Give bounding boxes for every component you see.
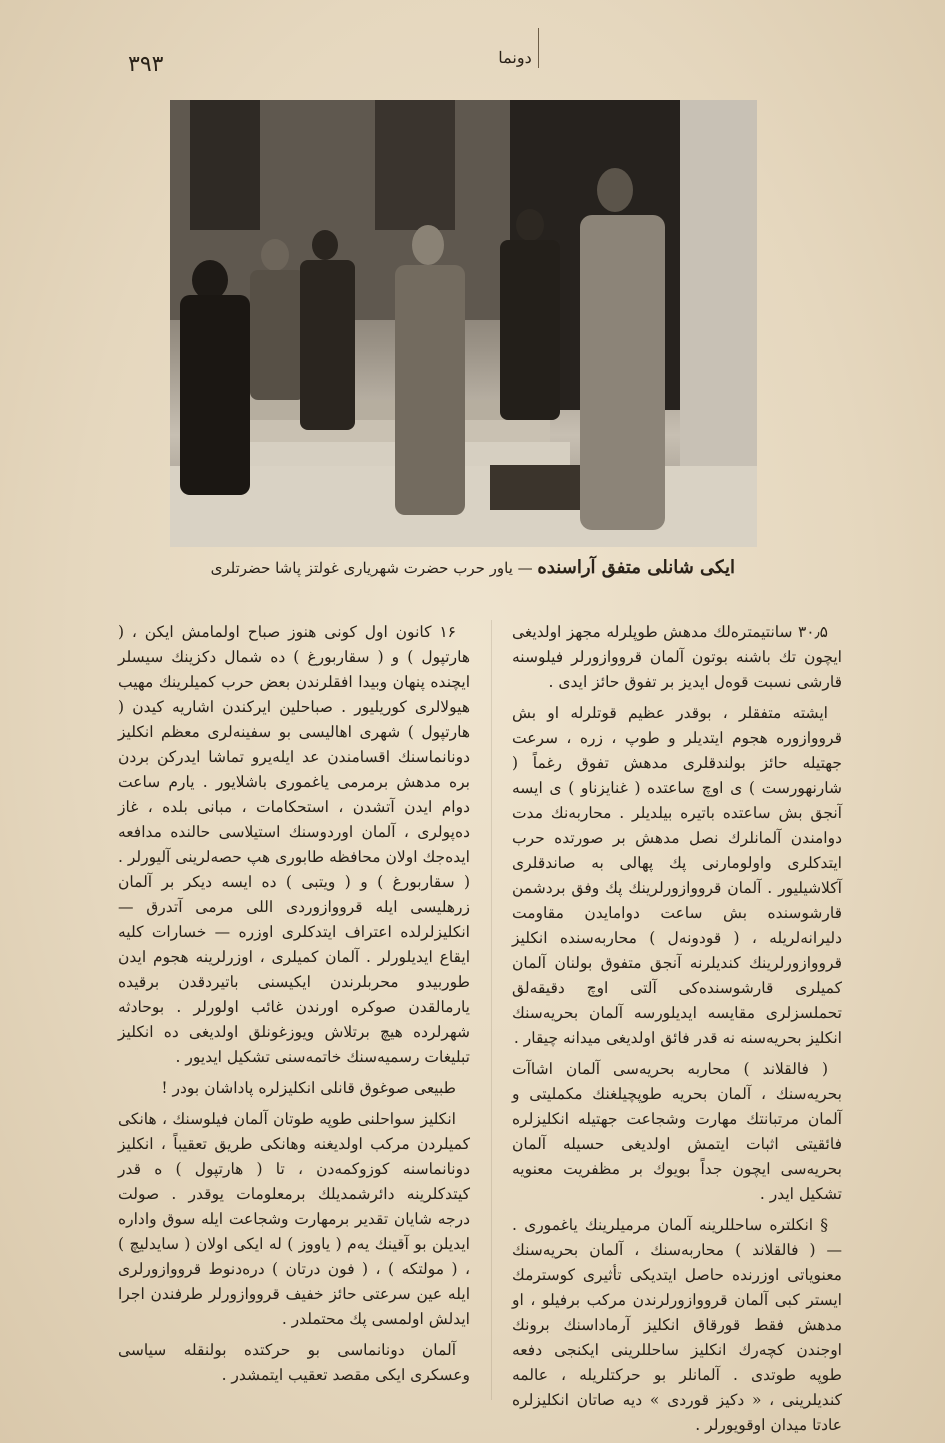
paragraph: ایشتە متفقلر ، بوقدر عظیم قوتلرلە او بش قرووازورە هجوم ایتدیلر و طوپ ، زرە ، سرعت جهتیلە حائز بولندقلری مدهش تفوق رغماً ( شارنهورست ) ی اوچ ساعتدە ( غنایزناو ) ی ایسە آنجق بش ساعتدە باتیرە بیلدیلر . محاربەنك مدت دوامندن آلمانلرك نصل مدهش بر صورتدە حرب ایتدکلری واولومارنی پك پهالی بە صاندقلری آکلاشیلیور . آلمان قرووازورلرینك پك وفق بردشمن قارشوسندە بش ساعت دوامایدن مقاومت دلیرانەلریلە ، ( قودونەل ) محاربەسندە انکلیز قرووازورلرینك کندیلرنە آنجق متفوق بولنان آلمان کمیلری قارشوسندەکی آلتی اوچ دقیقەلق تحملسزلری مقایسە ایدیلورسە آلمان بحریەسنك انکلیز بحریەسنە نە قدر فائق اولدیغی میدانە چیقار . [512,704,842,1047]
caption-main: ایکی شانلی متفق آراسنده [537,557,735,578]
paragraph: طبیعی صوغوق قانلی انکلیزلرە پاداشان بودر ! [161,1079,456,1097]
photograph-icon [170,100,757,547]
paragraph: ( فالقلاند ) محاربە بحریەسی آلمان اشاآت بحریەسنك ، آلمان بحریە طوپچیلغنك مکملیتی و آلمان مرتبانتك مهارت وشجاعت جهتیلە انکلیزلرە فائقیتی اثبات ایتمش اولدیغی حسیلە آلمان بحریەسی ایچون جداً بویوك بر مظفریت معنویە تشکیل ایدر . [512,1060,842,1203]
right-column [512,620,842,1434]
paragraph: آلمان دونانماسی بو حرکتدە بولنقلە سیاسی وعسکری ایکی مقصد تعقیب ایتمشدر . [118,1341,470,1384]
paragraph: انکلیز سواحلنی طوپە طوتان آلمان فیلوسنك ، هانکی کمیلردن مرکب اولدیغنە وهانکی طریق تعقیباً ، انکلیز دونانماسنە کوزوکمەدن ، تا ( هارتپول ) ە قدر کیتدکلرینە دائرشمدیلك برمعلومات یوقدر . صولت درجە شایان تقدیر برمهارت وشجاعت ایلە سوق واداره ایدیلن بو آقینك یەم ( یاووز ) لە ایکی اولان ( سایدلیچ ) ، ( مولتکە ) ، ( فون درتان ) درەدنوط قرووازورلری ایلە عین سرعتی حائز خفیف قرووازورلر طرفندن اجرا ایدلش اولمسی پك محتملدر . [118,1110,470,1328]
column-divider [491,620,492,1400]
running-head: دونما [498,48,532,67]
caption-sub: — یاور حرب حضرت شهریاری غولتز پاشا حضرتلری [210,559,533,577]
paragraph: ۱۶ کانون اول کونی هنوز صباح اولمامش ایکن ، ( هارتپول ) و ( سقاربورغ ) دە شمال دکزینك سیسلر ایچندە پنهان وبیدا افقلرندن بعض حرب کمیلرینك مهیب هیولالری کوریلیور . صباحلین ایرکندن اشاریە کیدن ( هارتپول ) شهری اهالیسی بو سفینەلری معظم انکلیز دونانماسنك اقسامندن عد ایلەیرو تماشا ایدرکن بردن برە مدهش برمرمی یاغموری باشلایور . یارم ساعت دوام ایدن آتشدن ، استحکامات ، مبانی بلدە ، غاز دەپولری ، آلمان اوردوسنك استیلاسی حالندە مدافعە ایدەجك اولان محافظە طابوری هپ حصەلرینی آلیورلر . ( سقاربورغ ) و ( ویتبی ) دە ایسە دیکر بر آلمان زرهلیسی ایلە قرووازوردی اللی مرمی آتدرق — انکلیزلرلدە اعتراف ایتدکلری اوزرە — خسارات کلیە ایقاع ایدیلورلر . آلمان کمیلری ، اوزرلرینە هجوم ایدن طوربیدو محربلرندن ایکیسنی باتیردقدن برقیدە یارمالقدن صوکرە اورندن غائب اولورلر . بوحادثە شهرلردە هیچ برتلاش ویوزغونلق اولدیغی دە انکلیز تبلیغات رسمیەسنك خاتمەسنی تشکیل ایدیور . [118,623,470,1066]
photo-caption [210,553,735,583]
photograph [170,100,757,547]
page-number: ۳۹۳ [128,52,164,77]
paragraph: ۳۰٫۵ سانتیمترەلك مدهش طوپلرلە مجهز اولدیغی ایچون تك باشنە بوتون آلمان قرووازورلر فیلوسنە قارشی نسبت قوەل ایدیز بر تفوق حائز ایدی . [512,623,842,691]
paragraph: § انکلترە ساحللرینە آلمان مرمیلرینك یاغموری . — ( فالقلاند ) محاربەسنك ، آلمان بحریەسنك معنویاتی اوزرندە حاصل ایتدیکی تأثیری کوسترمك ایستر کبی آلمان قرووازورلرندن مرکب برفیلو ، او مدهش فقط قورقاق انکلیز آرماداسنك برونك اوجندن کچەرك انکلیز ساحللرینی ایکنجی دفعە طوپە طوتدی . آلمانلر بو حرکتلریلە ، عالمە کندیلرینی ، « دکیز قوردی » دیە صاتان انکلیزلرە عادتا میدان اوقویورلر . [512,1216,842,1434]
left-column [118,620,470,1384]
